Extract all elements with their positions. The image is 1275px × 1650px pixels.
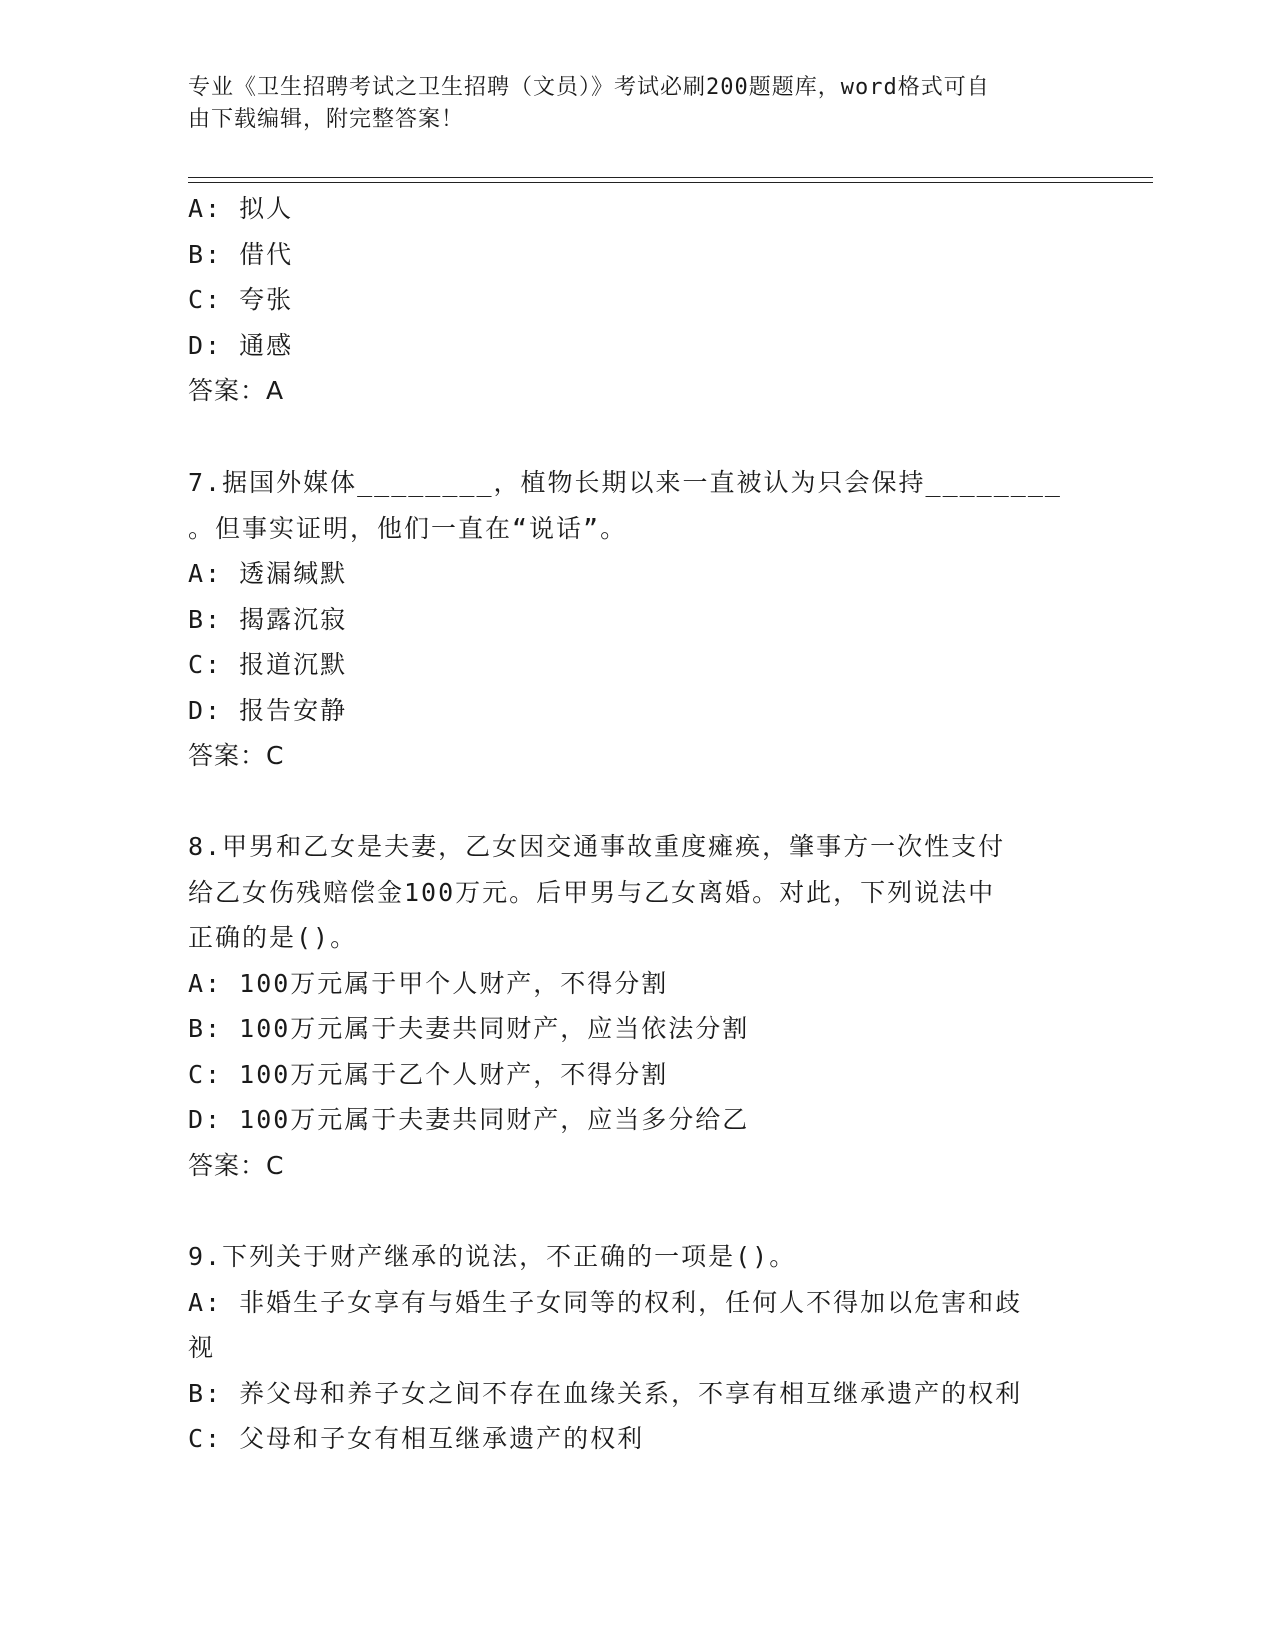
q9-option-a-line-1: A: 非婚生子女享有与婚生子女同等的权利，任何人不得加以危害和歧 bbox=[188, 1287, 1023, 1317]
q8-answer: 答案：C bbox=[188, 1150, 285, 1180]
q7-option-c: C: 报道沉默 bbox=[188, 650, 348, 679]
header-divider-top bbox=[188, 177, 1153, 178]
q7-option-b: B: 揭露沉寂 bbox=[188, 604, 348, 634]
q9-stem-line-1: 9.下列关于财产继承的说法，不正确的一项是()。 bbox=[188, 1242, 797, 1271]
q9-option-c: C: 父母和子女有相互继承遗产的权利 bbox=[188, 1424, 645, 1453]
q8-option-c: C: 100万元属于乙个人财产，不得分割 bbox=[188, 1059, 669, 1089]
q6-answer: 答案：A bbox=[188, 376, 285, 405]
q9-option-a-line-2: 视 bbox=[188, 1333, 216, 1362]
q8-stem-line-3: 正确的是()。 bbox=[188, 923, 358, 952]
q8-option-b: B: 100万元属于夫妻共同财产，应当依法分割 bbox=[188, 1014, 750, 1043]
question-9-block bbox=[188, 1234, 1088, 1462]
q7-option-a: A: 透漏缄默 bbox=[188, 559, 348, 588]
question-6-block bbox=[188, 186, 1088, 414]
question-7-block bbox=[188, 460, 1088, 779]
q7-stem-line-2: 。但事实证明，他们一直在“说话”。 bbox=[188, 513, 628, 543]
q6-option-c: C: 夸张 bbox=[188, 285, 294, 314]
q8-stem-line-1: 8.甲男和乙女是夫妻，乙女因交通事故重度瘫痪，肇事方一次性支付 bbox=[188, 832, 1006, 861]
q8-stem-line-2: 给乙女伤残赔偿金100万元。后甲男与乙女离婚。对此，下列说法中 bbox=[188, 877, 996, 907]
q6-option-a: A: 拟人 bbox=[188, 194, 294, 223]
q7-stem-line-1: 7.据国外媒体________，植物长期以来一直被认为只会保持________ bbox=[188, 468, 1062, 497]
header-line-1: 专业《卫生招聘考试之卫生招聘（文员）》考试必刷200题题库，word格式可自 bbox=[188, 75, 990, 100]
document-header bbox=[188, 72, 1068, 136]
q8-option-d: D: 100万元属于夫妻共同财产，应当多分给乙 bbox=[188, 1105, 750, 1134]
q7-answer: 答案：C bbox=[188, 741, 285, 770]
q9-option-b: B: 养父母和养子女之间不存在血缘关系，不享有相互继承遗产的权利 bbox=[188, 1378, 1023, 1408]
q6-option-d: D: 通感 bbox=[188, 330, 294, 360]
header-line-2: 由下载编辑，附完整答案！ bbox=[188, 107, 465, 132]
q6-option-b: B: 借代 bbox=[188, 239, 294, 269]
q7-option-d: D: 报告安静 bbox=[188, 695, 348, 725]
header-divider-bottom bbox=[188, 182, 1153, 183]
question-8-block bbox=[188, 824, 1088, 1188]
q8-option-a: A: 100万元属于甲个人财产，不得分割 bbox=[188, 968, 669, 998]
